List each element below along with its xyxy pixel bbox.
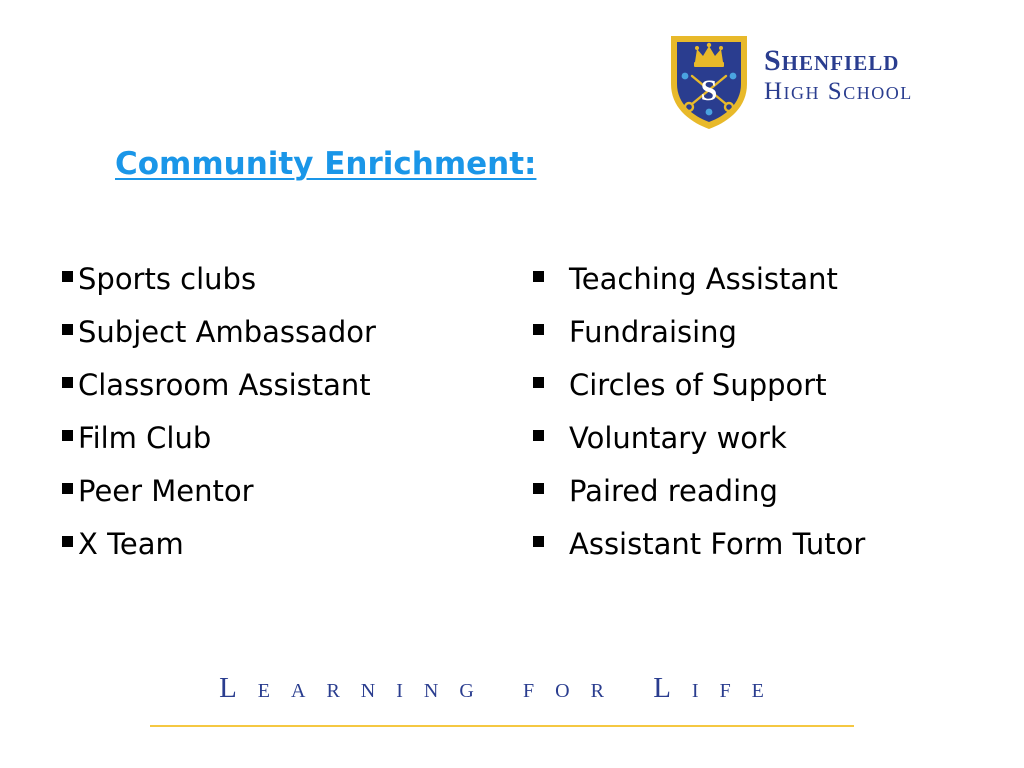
list-item-label: Assistant Form Tutor bbox=[569, 527, 866, 561]
footer-tagline: Learning for Life bbox=[219, 672, 785, 704]
school-name-line1: Shenfield bbox=[764, 44, 900, 77]
list-item-label: Fundraising bbox=[569, 315, 737, 349]
square-bullet-icon bbox=[62, 324, 73, 335]
list-item bbox=[62, 306, 376, 359]
list-item bbox=[533, 518, 865, 571]
list-item bbox=[62, 253, 376, 306]
square-bullet-icon bbox=[533, 377, 544, 388]
square-bullet-icon bbox=[62, 377, 73, 388]
list-item-label: Sports clubs bbox=[78, 262, 257, 296]
school-crest-icon bbox=[668, 32, 750, 130]
square-bullet-icon bbox=[533, 324, 544, 335]
list-item bbox=[62, 412, 376, 465]
list-item bbox=[62, 518, 376, 571]
list-item bbox=[533, 412, 865, 465]
list-item-label: X Team bbox=[78, 527, 184, 561]
square-bullet-icon bbox=[533, 430, 544, 441]
left-bullet-list bbox=[62, 253, 376, 571]
slide-title: Community Enrichment: bbox=[115, 146, 537, 182]
list-item-label: Subject Ambassador bbox=[78, 315, 376, 349]
square-bullet-icon bbox=[533, 536, 544, 547]
list-item bbox=[533, 359, 865, 412]
square-bullet-icon bbox=[62, 483, 73, 494]
list-item-label: Voluntary work bbox=[569, 421, 787, 455]
list-item bbox=[533, 465, 865, 518]
footer-divider bbox=[150, 725, 854, 727]
list-item-label: Film Club bbox=[78, 421, 212, 455]
square-bullet-icon bbox=[62, 430, 73, 441]
square-bullet-icon bbox=[533, 271, 544, 282]
list-item bbox=[533, 253, 865, 306]
list-item-label: Circles of Support bbox=[569, 368, 827, 402]
square-bullet-icon bbox=[62, 271, 73, 282]
crest-letter: S bbox=[700, 74, 718, 107]
school-name bbox=[764, 46, 913, 104]
list-item bbox=[62, 465, 376, 518]
list-item bbox=[62, 359, 376, 412]
school-name-line2: High School bbox=[764, 78, 913, 105]
square-bullet-icon bbox=[533, 483, 544, 494]
school-logo bbox=[668, 32, 958, 132]
list-item bbox=[533, 306, 865, 359]
list-item-label: Classroom Assistant bbox=[78, 368, 371, 402]
list-item-label: Peer Mentor bbox=[78, 474, 254, 508]
list-item-label: Teaching Assistant bbox=[569, 262, 838, 296]
square-bullet-icon bbox=[62, 536, 73, 547]
right-bullet-list bbox=[533, 253, 865, 571]
list-item-label: Paired reading bbox=[569, 474, 778, 508]
